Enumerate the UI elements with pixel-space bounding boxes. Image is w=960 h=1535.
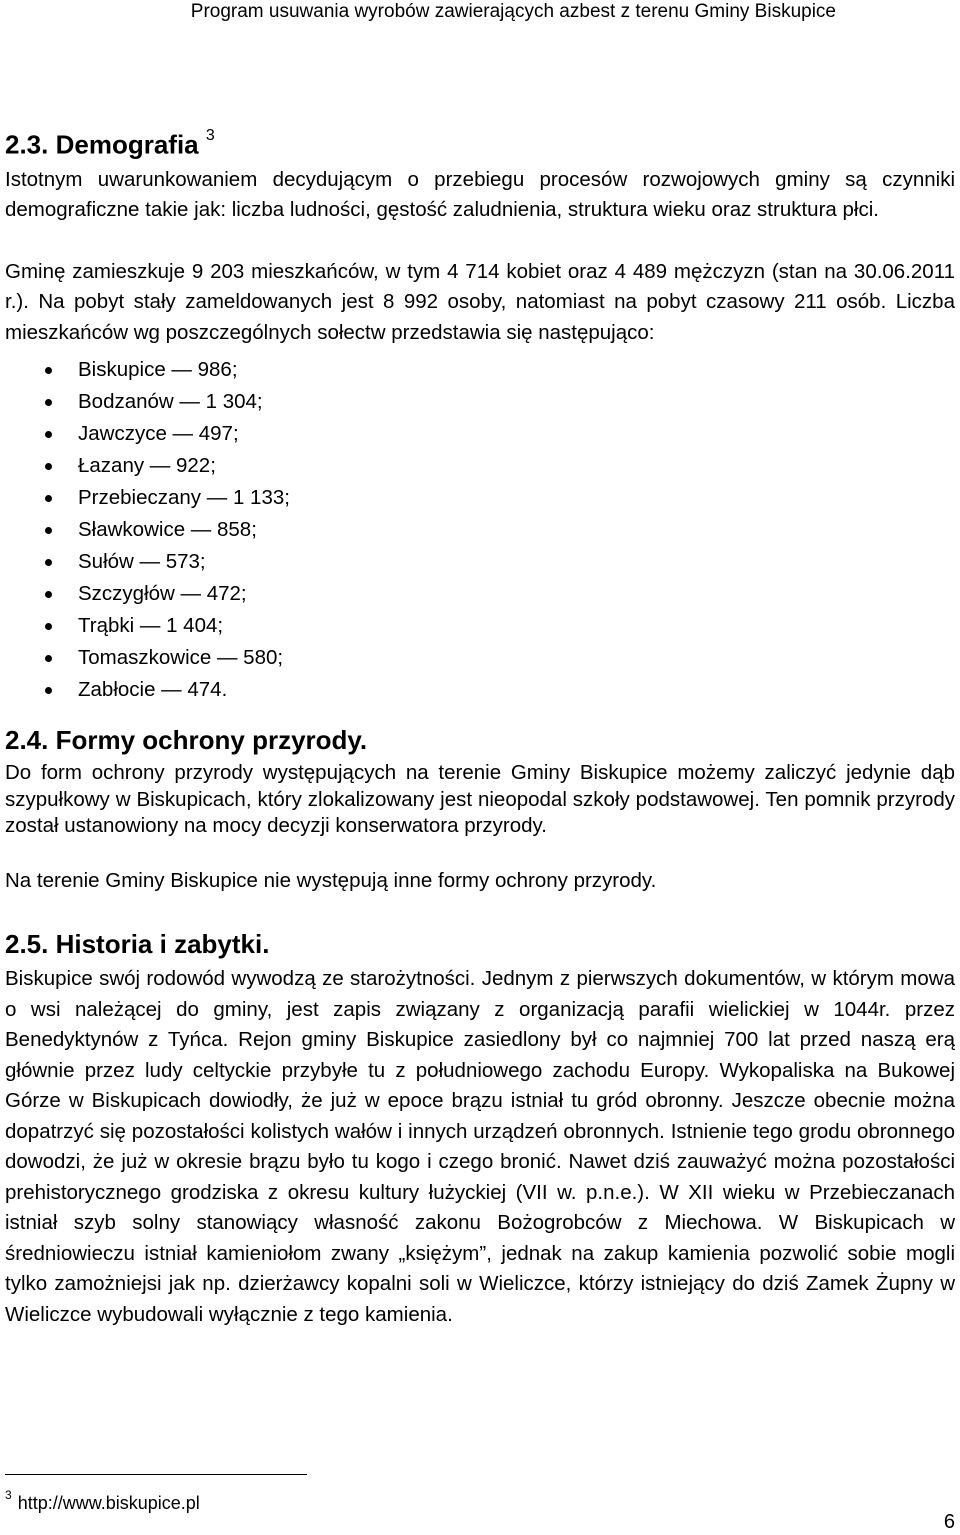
list-item <box>5 450 955 482</box>
page-content <box>5 120 955 1330</box>
section-heading-nature: 2.4. Formy ochrony przyrody. <box>5 725 368 756</box>
list-item <box>5 386 955 418</box>
page-number: 6 <box>943 1511 955 1533</box>
list-item-text: Łazany — 922; <box>78 454 216 478</box>
bullet-icon <box>45 399 52 406</box>
list-item <box>5 674 955 706</box>
list-item-text: Bodzanów — 1 304; <box>78 390 263 414</box>
list-item-text: Biskupice — 986; <box>78 358 238 382</box>
list-item <box>5 610 955 642</box>
footnote-link[interactable]: http://www.biskupice.pl <box>17 1493 200 1513</box>
footnote-number: 3 <box>5 1488 12 1502</box>
bullet-icon <box>45 655 52 662</box>
nature-paragraph-1: Do form ochrony przyrody występujących na terenie Gminy Biskupice możemy zaliczyć jedynie dąb szypułkowy w Biskupicach, który zlokalizowany jest nieopodal szkoły podstawowej. Ten pomnik przyrody został ustanowiony na mocy decyzji konserwatora przyrody. <box>5 761 955 838</box>
list-item <box>5 546 955 578</box>
list-item-text: Trąbki — 1 404; <box>78 614 224 638</box>
list-item-text: Sułów — 573; <box>78 550 206 574</box>
list-item-text: Zabłocie — 474. <box>78 678 228 702</box>
list-item <box>5 642 955 674</box>
list-item-text: Tomaszkowice — 580; <box>78 646 284 670</box>
list-item-text: Szczygłów — 472; <box>78 582 247 606</box>
bullet-icon <box>45 591 52 598</box>
bullet-icon <box>45 431 52 438</box>
list-item-text: Jawczyce — 497; <box>78 422 239 446</box>
bullet-icon <box>45 623 52 630</box>
section-heading-demography <box>5 120 955 165</box>
demography-paragraph-2: Gminę zamieszkuje 9 203 mieszkańców, w tym 4 714 kobiet oraz 4 489 mężczyzn (stan na 30.06.2011 r.). Na pobyt stały zameldowanych jest 8 992 osoby, natomiast na pobyt czasowy 211 osób. Liczba mieszkańców wg poszczególnych sołectw przedstawia się następująco: <box>5 259 955 344</box>
bullet-icon <box>45 367 52 374</box>
list-item-text: Sławkowice — 858; <box>78 518 257 542</box>
list-item <box>5 354 955 386</box>
bullet-icon <box>45 463 52 470</box>
demography-paragraph-1: Istotnym uwarunkowaniem decydującym o przebiegu procesów rozwojowych gminy są czynniki demograficzne takie jak: liczba ludności, gęstość zaludnienia, struktura wieku oraz struktura płci. <box>5 167 955 222</box>
bullet-icon <box>45 495 52 502</box>
list-item <box>5 514 955 546</box>
list-item <box>5 418 955 450</box>
list-item-text: Przebieczany — 1 133; <box>78 486 290 510</box>
bullet-icon <box>45 559 52 566</box>
running-header-title: Program usuwania wyrobów zawierających azbest z terenu Gminy Biskupice <box>190 1 836 22</box>
list-item <box>5 578 955 610</box>
footnote-ref[interactable]: 3 <box>205 127 215 144</box>
footnote <box>5 1486 200 1515</box>
village-population-list <box>5 354 955 706</box>
footnote-divider <box>5 1474 307 1475</box>
section-heading-history: 2.5. Historia i zabytki. <box>5 929 270 960</box>
list-item <box>5 482 955 514</box>
nature-paragraph-2: Na terenie Gminy Biskupice nie występują inne formy ochrony przyrody. <box>5 868 657 892</box>
history-paragraph: Biskupice swój rodowód wywodzą ze starożytności. Jednym z pierwszych dokumentów, w którym mowa o wsi należącej do gminy, jest zapis związany z organizacją parafii wielickiej w 1044r. przez Benedyktynów z Tyńca. Rejon gminy Biskupice zasiedlony był co najmniej 700 lat przed naszą erą głównie przez ludy celtyckie przybyłe tu z południowego zachodu Europy. Wykopaliska na Bukowej Górze w Biskupicach dowiodły, że już w epoce brązu istniał tu gród obronny. Jeszcze obecnie można dopatrzyć się pozostałości kolistych wałów i innych urządzeń obronnych. Istnienie tego grodu obronnego dowodzi, że już w okresie brązu było tu kogo i czego bronić. Nawet dziś zauważyć można pozostałości prehistorycznego grodziska z okresu kultury łużyckiej (VII w. p.n.e.). W XII wieku w Przebieczanach istniał szyb solny stanowiący własność zakonu Bożogrobców z Miechowa. W Biskupicach w średniowieczu istniał kamieniołom zwany „księżym”, jednak na zakup kamienia pozwolić sobie mogli tylko zamożniejsi jak np. dzierżawcy kopalni soli w Wieliczce, którzy istniejący do dziś Zamek Żupny w Wieliczce wybudowali wyłącznie z tego kamienia. <box>5 967 955 1326</box>
bullet-icon <box>45 687 52 694</box>
bullet-icon <box>45 527 52 534</box>
heading-text: 2.3. Demografia <box>5 129 199 160</box>
running-header <box>0 0 960 24</box>
